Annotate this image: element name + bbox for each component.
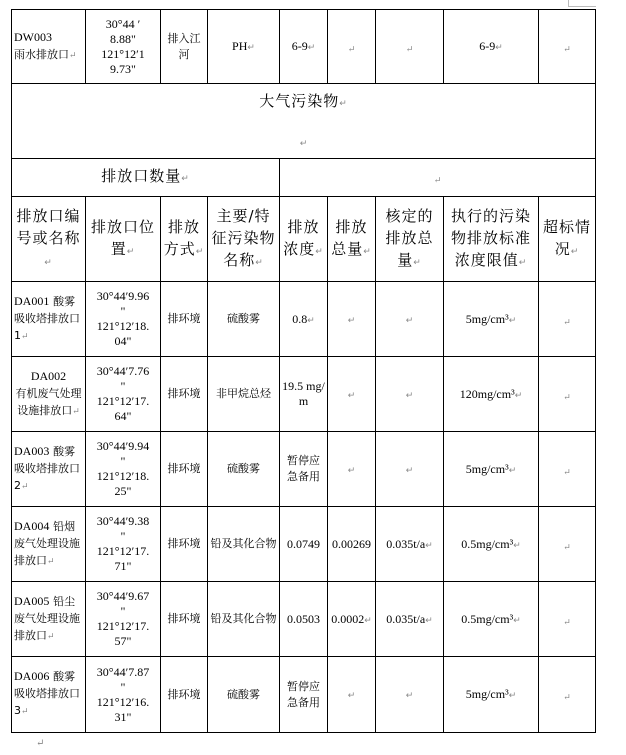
method-cell: 排环境 <box>161 582 208 657</box>
standard-cell: 6-9↵ <box>444 10 539 84</box>
page-corner-mark <box>568 0 596 7</box>
standard-cell: 0.5mg/cm³↵ <box>444 582 539 657</box>
outlet-id-cell: DA003 酸雾吸收塔排放口2↵ <box>12 432 86 507</box>
approved-total-cell: ↵ <box>376 657 444 733</box>
concentration-cell: 暂停应急备用 <box>280 432 328 507</box>
position-cell: 30°44′9.38 " 121°12′17. 71" <box>86 507 161 582</box>
approved-total-cell: 0.035t/a↵ <box>376 507 444 582</box>
header-pollutant: 主要/特征污染物名称↵ <box>208 197 280 282</box>
exceed-cell: ↵ <box>539 10 596 84</box>
header-standard: 执行的污染物排放标准浓度限值↵ <box>444 197 539 282</box>
exceed-cell: ↵ <box>539 507 596 582</box>
position-cell: 30°44′9.67 " 121°12′17. 57" <box>86 582 161 657</box>
standard-cell: 0.5mg/cm³↵ <box>444 507 539 582</box>
outlet-id-cell: DA002 有机废气处理设施排放口↵ <box>12 357 86 432</box>
table-row <box>12 582 596 657</box>
total-cell: ↵ <box>328 282 376 357</box>
method-cell: 排环境 <box>161 357 208 432</box>
header-exceed: 超标情况↵ <box>539 197 596 282</box>
paragraph-end-mark: ↵ <box>36 738 45 749</box>
outlet-count-row <box>12 159 596 197</box>
table-row <box>12 357 596 432</box>
outlet-id-cell: DA001 酸雾吸收塔排放口1↵ <box>12 282 86 357</box>
position-cell: 30°44 ′ 8.88" 121°12′1 9.73" <box>86 10 161 84</box>
pollutant-cell: 非甲烷总烃 <box>208 357 280 432</box>
method-cell: 排环境 <box>161 432 208 507</box>
concentration-cell: 0.0749 <box>280 507 328 582</box>
outlet-id-cell: DA006 酸雾吸收塔排放口3↵ <box>12 657 86 733</box>
outlet-id-code: DW003 <box>14 29 52 44</box>
header-row <box>12 197 596 282</box>
pollutant-cell: 硫酸雾 <box>208 282 280 357</box>
pollutant-cell: PH↵ <box>208 10 280 84</box>
exceed-cell: ↵ <box>539 582 596 657</box>
section-title-row <box>12 84 596 159</box>
outlet-count-label-cell: 排放口数量↵ <box>12 159 280 197</box>
total-cell: ↵ <box>328 432 376 507</box>
section-title: 大气污染物 <box>259 92 340 110</box>
concentration-cell: 0.8↵ <box>280 282 328 357</box>
approved-total-cell: ↵ <box>376 282 444 357</box>
section-title-cell: 大气污染物↵ ↵ <box>12 84 596 159</box>
outlet-id-cell: DW003 雨水排放口↵ <box>12 10 86 84</box>
position-cell: 30°44′9.94 " 121°12′18. 25" <box>86 432 161 507</box>
exceed-cell: ↵ <box>539 432 596 507</box>
total-cell: 0.0002↵ <box>328 582 376 657</box>
position-cell: 30°44′7.76 " 121°12′17. 64" <box>86 357 161 432</box>
approved-total-cell: ↵ <box>376 10 444 84</box>
header-total: 排放总量↵ <box>328 197 376 282</box>
approved-total-cell: 0.035t/a↵ <box>376 582 444 657</box>
outlet-id-cell: DA004 铅烟废气处理设施排放口↵ <box>12 507 86 582</box>
approved-total-cell: ↵ <box>376 432 444 507</box>
pollutant-cell: 铅及其化合物 <box>208 507 280 582</box>
pollutant-cell: 硫酸雾 <box>208 432 280 507</box>
table-row <box>12 657 596 733</box>
total-cell: ↵ <box>328 357 376 432</box>
outlet-id-cell: DA005 铅尘废气处理设施排放口↵ <box>12 582 86 657</box>
outlet-id-name: 雨水排放口 <box>14 47 69 61</box>
outlet-count-value-cell: ↵ <box>280 159 596 197</box>
header-outlet-id: 排放口编号或名称↵ <box>12 197 86 282</box>
table-row <box>12 432 596 507</box>
standard-cell: 5mg/cm³↵ <box>444 657 539 733</box>
method-cell: 排环境 <box>161 657 208 733</box>
total-cell: ↵ <box>328 10 376 84</box>
table-row <box>12 507 596 582</box>
standard-cell: 5mg/cm³↵ <box>444 432 539 507</box>
header-approved-total: 核定的排放总量↵ <box>376 197 444 282</box>
method-cell: 排环境 <box>161 282 208 357</box>
standard-cell: 120mg/cm³↵ <box>444 357 539 432</box>
method-cell: 排环境 <box>161 507 208 582</box>
pollutant-cell: 铅及其化合物 <box>208 582 280 657</box>
pollutant-cell: 硫酸雾 <box>208 657 280 733</box>
concentration-cell: 暂停应急备用 <box>280 657 328 733</box>
total-cell: ↵ <box>328 657 376 733</box>
exceed-cell: ↵ <box>539 282 596 357</box>
header-method: 排放方式↵ <box>161 197 208 282</box>
approved-total-cell: ↵ <box>376 357 444 432</box>
total-cell: 0.00269 <box>328 507 376 582</box>
concentration-cell: 6-9↵ <box>280 10 328 84</box>
table-row <box>12 282 596 357</box>
table-row-dw003 <box>12 10 596 84</box>
standard-cell: 5mg/cm³↵ <box>444 282 539 357</box>
position-cell: 30°44′9.96 " 121°12′18. 04" <box>86 282 161 357</box>
exceed-cell: ↵ <box>539 657 596 733</box>
concentration-cell: 19.5 mg/m <box>280 357 328 432</box>
pollutant-table <box>11 9 596 733</box>
header-position: 排放口位置↵ <box>86 197 161 282</box>
header-concentration: 排放浓度↵ <box>280 197 328 282</box>
position-cell: 30°44′7.87 " 121°12′16. 31" <box>86 657 161 733</box>
concentration-cell: 0.0503 <box>280 582 328 657</box>
exceed-cell: ↵ <box>539 357 596 432</box>
method-cell: 排入江河 <box>161 10 208 84</box>
